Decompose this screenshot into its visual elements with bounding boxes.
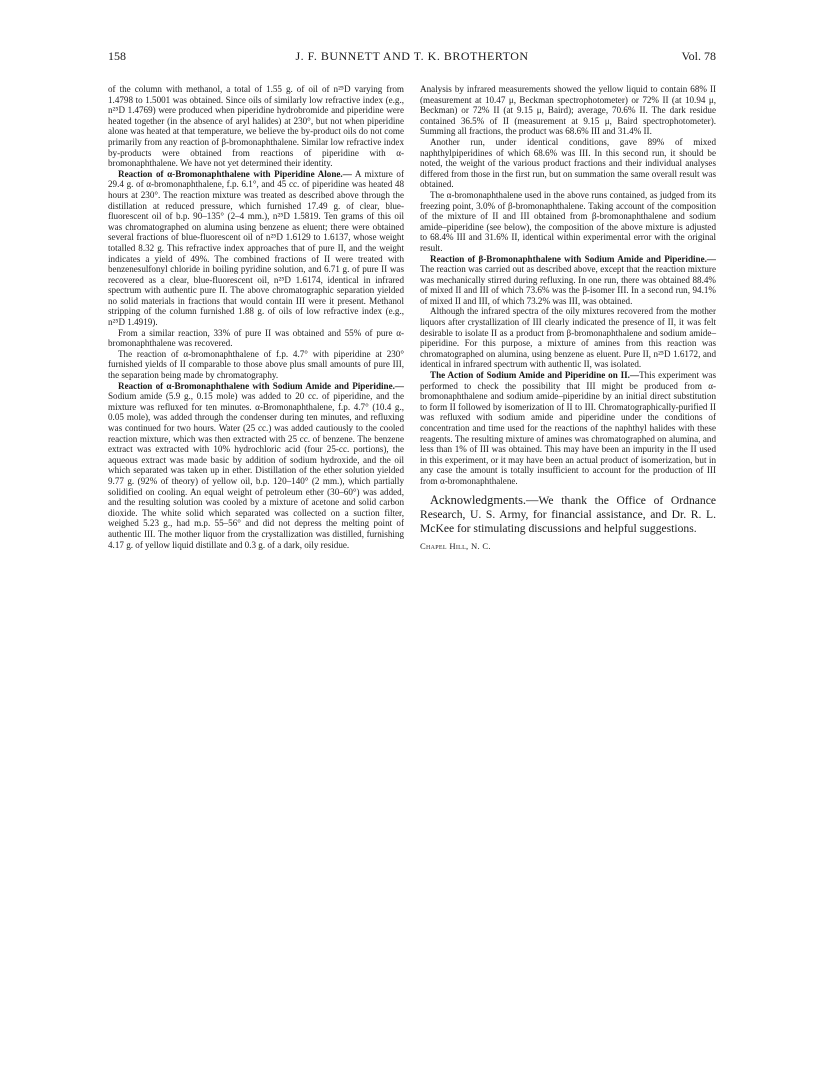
body-paragraph — [420, 306, 716, 370]
body-paragraph — [108, 328, 404, 349]
body-paragraph — [420, 137, 716, 190]
paragraph-text: of the column with methanol, a total of 1.55 g. of oil of n²⁵D varying from 1.4798 to 1.5001 was obtained. Since oils of similarly low refractive index (e.g., n²⁵D 1.4769) were produced when piperidine hydrobromide and piperidine were heated together (in the absence of aryl halides) at 230°, but not when piperidine alone was heated at that temperature, we believe the by-product oils do not come primarily from any reaction of β-bromonaphthalene. Similar low refractive index by-products were obtained from reactions of piperidine with α-bromonaphthalene. We have not yet determined their identity. — [108, 84, 404, 169]
acknowledgments-text: We thank the Office of Ordnance Research, U. S. Army, for financial assistance, and Dr. R. L. McKee for stimulating discussions and helpful suggestions. — [420, 493, 716, 535]
section-heading: Reaction of α-Bromonaphthalene with Sodium Amide and Piperidine.— — [118, 380, 404, 391]
section-heading: The Action of Sodium Amide and Piperidine on II.— — [430, 370, 640, 381]
body-paragraph — [108, 349, 404, 381]
section-heading: Reaction of β-Bromonaphthalene with Sodium Amide and Piperidine.— — [430, 253, 716, 264]
paragraph-text: Sodium amide (5.9 g., 0.15 mole) was added to 20 cc. of piperidine, and the mixture was refluxed for ten minutes. α-Bromonaphthalene, f.p. 4.7° (10.4 g., 0.05 mole), was added through the condenser during ten minutes, and refluxing was continued for two hours. Water (25 cc.) was added cautiously to the cooled reaction mixture, which was then extracted with 25 cc. of benzene. The benzene extract was extracted with 10% hydrochloric acid (four 25-cc. portions), the aqueous extract was made basic by addition of sodium hydroxide, and the oil which separated was taken up in ether. Distillation of the ether solution yielded 9.77 g. (92% of theory) of yellow oil, b.p. 120–140° (2 mm.), which partially solidified on cooling. An equal weight of petroleum ether (30–60°) was added, and the resulting solution was cooled by a mixture of acetone and solid carbon dioxide. The white solid which separated was collected on a suction filter, weighed 5.23 g., had m.p. 55–56° and did not depress the melting point of authentic III. The mother liquor from the crystallization was distilled, furnishing 4.17 g. of yellow liquid distillate and 0.3 g. of a dark, oily residue. — [108, 391, 404, 550]
right-column-body — [420, 84, 716, 487]
continued-paragraph — [108, 84, 404, 169]
paragraph-text: The α-bromonaphthalene used in the above runs contained, as judged from its freezing point, 3.0% of β-bromonaphthalene. Taking account of the composition of the mixture of II and III obtained from β-bromonaphthalene and sodium amide–piperidine (see below), the composition of the above mixture is adjusted to 68.4% III and 31.6% II, identical within experimental error with the original result. — [420, 189, 716, 253]
left-column — [108, 84, 404, 550]
paragraph-text: Analysis by infrared measurements showed the yellow liquid to contain 68% II (measurement at 10.47 μ, Beckman spectrophotometer) or 72% II (at 10.94 μ, Beckman) or 72% II (at 9.15 μ, Baird); average, 70.6% II. The dark residue contained 36.5% of II (measurement at 9.15 μ, Baird spectrophotometer). Summing all fractions, the product was 68.6% III and 31.4% II. — [420, 84, 716, 137]
paragraph-text: The reaction was carried out as described above, except that the reaction mixture was mechanically stirred during refluxing. In one run, there was obtained 88.4% of mixed II and III of which 73.6% was the β-isomer III. In a second run, 94.1% of mixed II and III, of which 73.2% was III, was obtained. — [420, 264, 716, 306]
paragraph-text: Another run, under identical conditions, gave 89% of mixed naphthylpiperidines of which 68.6% was III. In this second run, it should be noted, the weight of the various product fractions and their individual analyses differed from those in the first run, but on summation the same overall result was obtained. — [420, 136, 716, 190]
body-paragraph — [108, 381, 404, 551]
paragraph-text: A mixture of 29.4 g. of α-bromonaphthalene, f.p. 6.1°, and 45 cc. of piperidine was heated 48 hours at 230°. The reaction mixture was treated as described above through the distillation at reduced pressure, which furnished 17.49 g. of clear, blue-fluorescent oil of b.p. 90–135° (2–4 mm.), n²⁵D 1.5819. Ten grams of this oil was chromatographed on alumina using benzene as eluent; there were obtained several fractions of blue-fluorescent oil of n²⁵D 1.6129 to 1.6137, whose weight totalled 8.32 g. This refractive index approaches that of pure II, and the weight indicates a yield of 49%. The combined fractions of II were treated with benzenesulfonyl chloride in boiling pyridine solution, and 6.71 g. of pure II was recovered as a clear, blue-fluorescent oil, n²⁵D 1.6174, identical in infrared spectrum with authentic pure II. The above chromatographic separation yielded no solid materials in fractions that would contain III were it present. Methanol stripping of the column furnished 1.88 g. of oils of low refractive index (e.g., n²⁵D 1.4919). — [108, 168, 404, 328]
paragraph-text: Although the infrared spectra of the oily mixtures recovered from the mother liquors after crystallization of III clearly indicated the presence of II, it was felt desirable to isolate II as a product from β-bromonaphthalene and sodium amide–piperidine. For this purpose, a mixture of amines from this reaction was chromatographed on alumina, using benzene as eluent. Pure II, n²⁵D 1.6172, and identical in infrared spectrum with authentic II, was isolated. — [420, 306, 716, 370]
body-paragraph — [420, 190, 716, 254]
paragraph-text: From a similar reaction, 33% of pure II was obtained and 55% of pure α-bromonaphthalene was recovered. — [108, 327, 404, 349]
paragraph-text: The reaction of α-bromonaphthalene of f.p. 4.7° with piperidine at 230° furnished yields of II comparable to those above plus small amounts of pure III, the separation being made by chromatography. — [108, 348, 404, 381]
body-paragraph — [420, 370, 716, 487]
page-header — [108, 49, 716, 69]
place-line: Chapel Hill, N. C. — [420, 541, 491, 552]
section-heading: Reaction of α-Bromonaphthalene with Piperidine Alone.— — [118, 168, 352, 179]
body-paragraph — [108, 169, 404, 328]
body-paragraph — [420, 254, 716, 307]
running-head-authors: J. F. BUNNETT AND T. K. BROTHERTON — [295, 49, 529, 63]
acknowledgments-heading: Acknowledgments.— — [430, 492, 539, 507]
right-column — [420, 84, 716, 552]
page-number: 158 — [108, 49, 126, 63]
acknowledgments-paragraph — [420, 493, 716, 537]
volume-label: Vol. 78 — [681, 49, 716, 63]
continued-paragraph — [420, 84, 716, 137]
paragraph-text: This experiment was performed to check the possibility that III might be produced from α-bromonaphthalene and sodium amide–piperidine by an initial direct substitution to form II followed by isomerization of II to III. Chromatographically-purified II was refluxed with sodium amide and piperidine under the conditions of concentration and time used for the reactions of the naphthyl halides with these reagents. The resulting mixture of amines was chromatographed on alumina, and less than 1% of III was obtained. This may have been an impurity in the II used in this experiment, or it may have been an actual product of isomerization, but in any case the amount is totally insufficient to account for the production of III from α-bromonaphthalene. — [420, 370, 716, 486]
